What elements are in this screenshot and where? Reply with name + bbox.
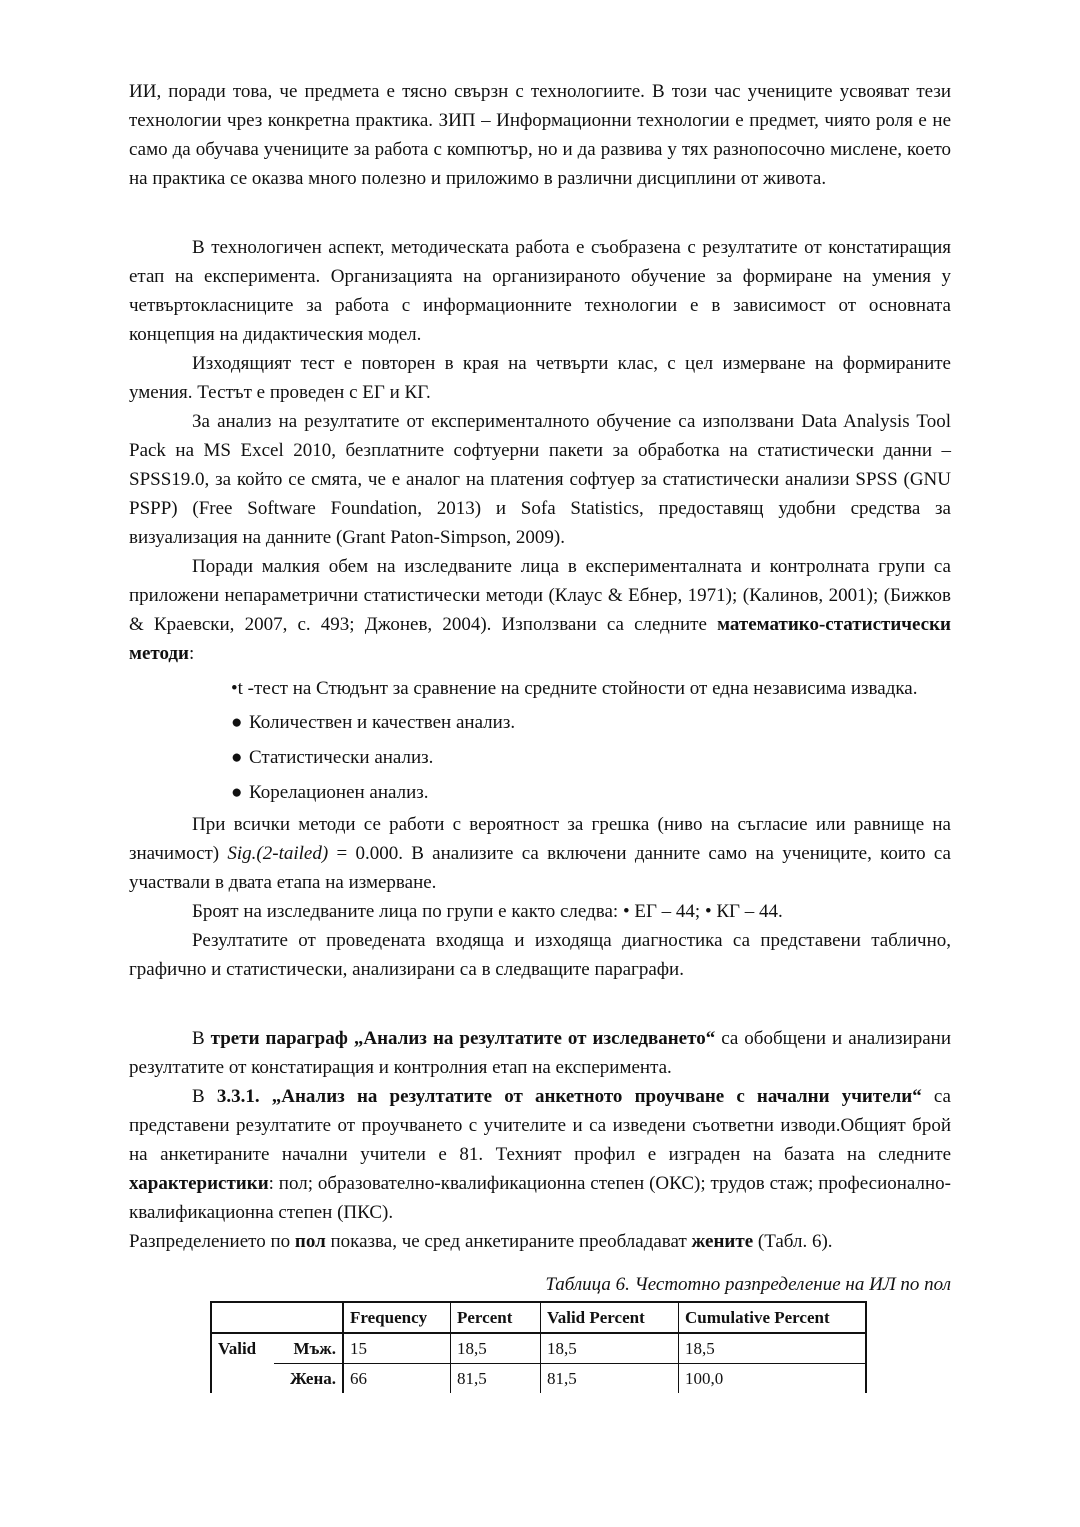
paragraph-9-text: В — [192, 1028, 211, 1049]
table-header-cell: Cumulative Percent — [679, 1302, 867, 1333]
list-item — [129, 740, 951, 775]
bullet-icon: • — [231, 678, 238, 699]
paragraph-3: Изходящият тест е повторен в края на четвърти клас, с цел измерване на формираните умения. Тестът е проведен с ЕГ и КГ. — [129, 353, 951, 403]
paragraph-10-bold: 3.3.1. „Анализ на резултатите от анкетното проучване с начални учители“ — [216, 1086, 922, 1107]
table-group-label-empty — [211, 1364, 274, 1394]
table-header-empty — [274, 1302, 343, 1333]
table-cell: 18,5 — [451, 1333, 541, 1364]
table-header-cell: Valid Percent — [541, 1302, 679, 1333]
table-header-empty — [211, 1302, 274, 1333]
paragraph-8: Резултатите от проведената входяща и изходяща диагностика са представени таблично, графично и статистически, анализирани са в следващите параграфи. — [129, 930, 951, 980]
paragraph-2: В технологичен аспект, методическата работа е съобразена с резултатите от констатиращия етап на експеримента. Организацията на организираното обучение за формиране на умения у четвъртокласниците за работа с информационните технологии е в зависимост от основната концепция на дидактическия модел. — [129, 237, 951, 345]
paragraph-5-end: : — [188, 643, 195, 664]
paragraph-10 — [129, 1082, 951, 1227]
paragraph-10-text-c: : пол; образователно-квалификационна степен (ОКС); трудов стаж; професионално-квалификационна степен (ПКС). — [129, 1173, 951, 1223]
paragraph-4: За анализ на резултатите от експерименталното обучение са използвани Data Analysis Tool Pack на MS Excel 2010, безплатните софтуерни пакети за обработка на статистически данни – SPSS19.0, за който се смята, че е аналог на платения софтуер за статистически анализи SPSS (GNU PSPP) (Free Software Foundation, 2013) и Sofa Statistics, предоставящ удобни средства за визуализация на данните (Grant Paton-Simpson, 2009). — [129, 411, 951, 548]
list-item-text: Количествен и качествен анализ. — [249, 712, 516, 733]
table-cell: 81,5 — [451, 1364, 541, 1394]
table-header-cell: Frequency — [343, 1302, 451, 1333]
paragraph-11-bold-2: жените — [691, 1231, 754, 1252]
bullet-icon: ● — [231, 782, 243, 803]
methods-list — [129, 705, 951, 810]
paragraph-11-text-b: показва, че сред анкетираните преобладават — [325, 1231, 692, 1252]
paragraph-9-text-b: са обобщени и анализирани резултатите от констатиращия и контролния етап на експеримента. — [129, 1028, 951, 1078]
table-row — [211, 1364, 866, 1394]
paragraph-9 — [129, 1024, 951, 1082]
list-item — [129, 705, 951, 740]
table-cell: 100,0 — [679, 1364, 867, 1394]
paragraph-11-text-c: (Табл. 6). — [753, 1231, 833, 1252]
paragraph-6-text: При всички методи се работи с вероятност за грешка (ниво на съгласие или равнище на значимост) — [129, 814, 951, 864]
table-row-label: Мъж. — [274, 1333, 343, 1364]
spacer — [129, 193, 951, 233]
spacer — [129, 984, 951, 1024]
paragraph-7: Броят на изследваните лица по групи е както следва: • ЕГ – 44; • КГ – 44. — [192, 901, 783, 922]
table-cell: 18,5 — [679, 1333, 867, 1364]
table-row — [211, 1333, 866, 1364]
list-item-text: Статистически анализ. — [249, 747, 434, 768]
paragraph-5 — [129, 552, 951, 668]
bullet-icon: ● — [231, 747, 243, 768]
table-cell: 81,5 — [541, 1364, 679, 1394]
table-6-wrap — [210, 1301, 951, 1393]
paragraph-10-text: В — [192, 1086, 217, 1107]
paragraph-11-text: Разпределението по — [129, 1231, 295, 1252]
table-group-label: Valid — [211, 1333, 274, 1364]
paragraph-5-text: Поради малкия обем на изследваните лица в експерименталната и контролната групи са приложени непараметрични статистически методи (Клаус & Ебнер, 1971); (Калинов, 2001); (Бижков & Краевски, 2007, с. 493; Джонев, 2004). Използвани са следните — [129, 556, 951, 635]
paragraph-1: ИИ, поради това, че предмета е тясно свързн с технологиите. В този час учениците усвояват тези технологии чрез конкретна практика. ЗИП – Информационни технологии е предмет, чиято роля е не само да обучава учениците за работа с компютър, но и да развива у тях разнопосочно мислене, което на практика се оказва много полезно и приложимо в различни дисциплини от живота. — [129, 81, 951, 189]
table-caption: Таблица 6. Честотно разпределение на ИЛ по пол — [545, 1274, 951, 1295]
list-item-text: Корелационен анализ. — [249, 782, 429, 803]
bullet-icon: ● — [231, 712, 243, 733]
paragraph-9-bold: трети параграф „Анализ на резултатите от изследването“ — [210, 1028, 716, 1049]
paragraph-6-text-b: = 0.000. В анализите са включени данните само на учениците, които са участвали в двата етапа на измерване. — [129, 843, 951, 893]
paragraph-11-bold: пол — [294, 1231, 326, 1252]
table-cell: 66 — [343, 1364, 451, 1394]
table-header-row — [211, 1302, 866, 1333]
table-cell: 18,5 — [541, 1333, 679, 1364]
paragraph-6-italic: Sig.(2-tailed) — [227, 843, 329, 864]
table-row-label: Жена. — [274, 1364, 343, 1394]
paragraph-6 — [129, 810, 951, 897]
document-page — [129, 77, 951, 1393]
bullet-t-test — [129, 674, 951, 703]
table-header-cell: Percent — [451, 1302, 541, 1333]
paragraph-10-bold-2: характеристики — [129, 1173, 269, 1194]
paragraph-11 — [129, 1227, 951, 1256]
table-cell: 15 — [343, 1333, 451, 1364]
paragraph-10-text-b: са представени резултатите от проучването с учителите и са изведени съответни изводи.Общият брой на анкетираните начални учители е 81. Техният профил е изграден на базата на следните — [129, 1086, 951, 1165]
bullet-t-text: t -тест на Стюдънт за сравнение на средните стойности от една независима извадка. — [237, 678, 918, 699]
list-item — [129, 775, 951, 810]
paragraph-5-bold: математико-статистически методи — [129, 614, 951, 664]
frequency-table — [210, 1301, 867, 1393]
